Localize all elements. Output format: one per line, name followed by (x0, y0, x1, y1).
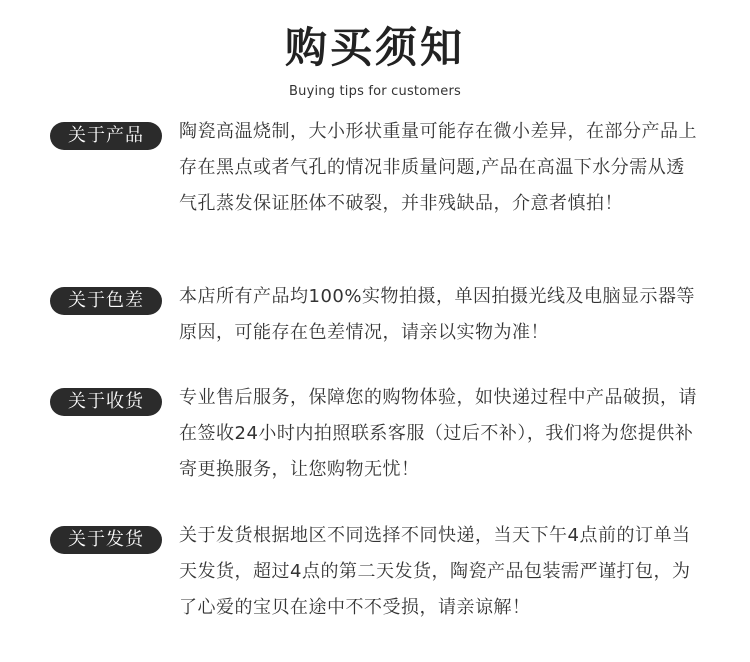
page-title: 购买须知 (284, 23, 465, 72)
section-text-product: 陶瓷高温烧制，大小形状重量可能存在微小差异，在部分产品上存在黑点或者气孔的情况非质量问题,产品在高温下水分需从透气孔蒸发保证胚体不破裂，并非残缺品，介意者慎拍！ (179, 121, 697, 214)
section-badge-product: 关于产品 (50, 122, 162, 150)
section-text-receiving: 专业售后服务，保障您的购物体验，如快递过程中产品破损，请在签收24小时内拍照联系客服（过后不补），我们将为您提供补寄更换服务，让您购物无忧！ (179, 387, 697, 480)
page-subtitle: Buying tips for customers (289, 84, 461, 99)
section-text-color-difference: 本店所有产品均100%实物拍摄，单因拍摄光线及电脑显示器等原因，可能存在色差情况，请亲以实物为准！ (179, 286, 695, 343)
section-badge-receiving: 关于收货 (50, 388, 162, 416)
section-text-shipping: 关于发货根据地区不同选择不同快递，当天下午4点前的订单当天发货，超过4点的第二天发货，陶瓷产品包装需严谨打包，为了心爱的宝贝在途中不不受损，请亲谅解！ (179, 525, 691, 618)
section-badge-shipping: 关于发货 (50, 526, 162, 554)
section-badge-color-difference: 关于色差 (50, 287, 162, 315)
